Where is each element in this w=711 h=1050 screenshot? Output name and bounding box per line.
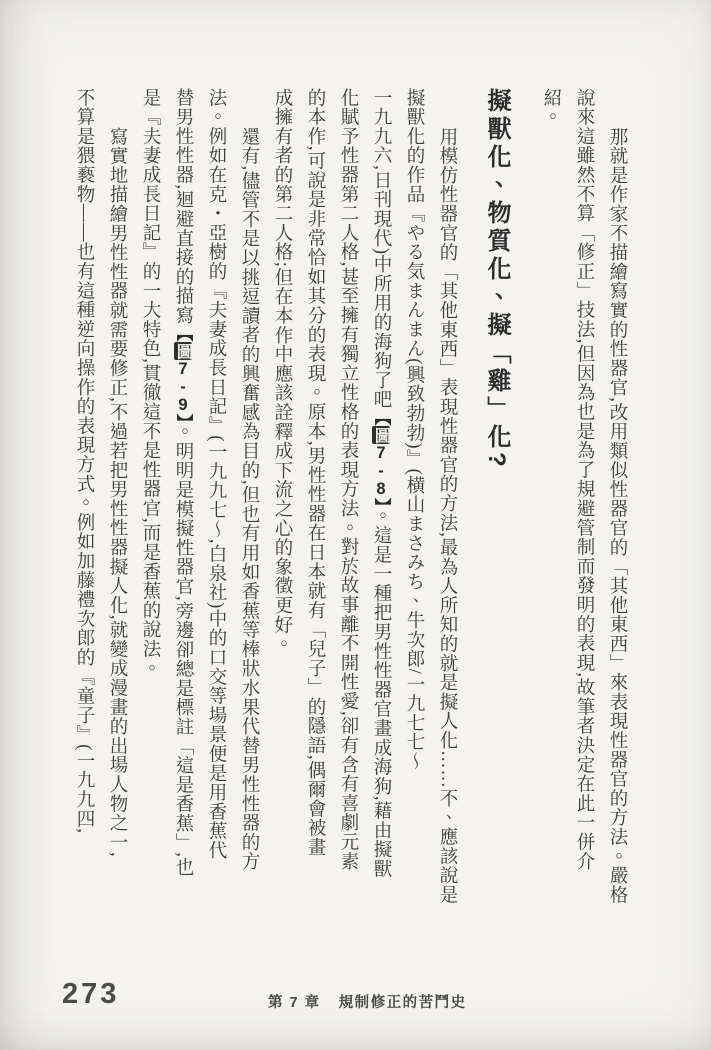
figure-reference: 【圖7-8】 xyxy=(372,409,390,507)
paragraph xyxy=(67,88,133,954)
page-number: 273 xyxy=(62,978,120,1010)
chapter-label: 第 7 章 xyxy=(268,995,321,1011)
text-column: 擬獸化的作品『やる気まんまん(興致勃勃)』(横山まさみち、牛次郎/一九七七〜 xyxy=(404,88,424,772)
text-column: 的本作,可說是非常恰如其分的表現。原本,男性性器在日本就有「兒子」的隱語,偶爾會被畫 xyxy=(305,88,325,857)
paragraph xyxy=(133,88,265,954)
text-column: 化賦予性器第二人格,甚至擁有獨立性格的表現方法。對於故事離不開性愛,卻有含有喜劇元素 xyxy=(338,88,358,871)
figure-reference: 【圖7-9】 xyxy=(174,325,192,423)
text-column: 不算是猥褻物——也有這種逆向操作的表現方式。例如加藤禮次郎的『童子』(一九九四, xyxy=(74,88,94,834)
text-column: 是『夫妻成長日記』的一大特色,貫徹這不是性器官,而是香蕉的說法。 xyxy=(140,88,160,678)
text-column: 法。例如在克・亞樹的『夫妻成長日記』(一九九七〜,白泉社)中的口交等場景便是用香蕉代 xyxy=(206,88,226,861)
chapter-line xyxy=(268,991,467,1012)
paragraph xyxy=(265,88,463,954)
text-column: 那就是作家不描繪寫實的性器官,改用類似性器官的「其他東西」來表現性器官的方法。嚴格 xyxy=(607,127,627,905)
chapter-title: 規制修正的苦鬥史 xyxy=(338,995,467,1011)
text-column: 說來這雖然不算「修正」技法,但因為也是為了規避管制而發明的表現,故筆者決定在此一併介 xyxy=(574,88,594,871)
text-column: 一九九六,日刊現代)中所用的海狗了吧【圖7-8】。這是一種把男性性器官畫成海狗,藉由擬獸 xyxy=(371,88,391,879)
article-text xyxy=(67,88,633,954)
paragraph xyxy=(534,88,633,954)
section-heading: 擬獸化、物質化、擬「雞」化? xyxy=(483,88,510,471)
text-column: 還有,儘管不是以挑逗讀者的興奮感為目的,但也有用如香蕉等棒狀水果代替男性性器的方 xyxy=(239,127,259,872)
text-column: 替男性性器,迴避直接的描寫【圖7-9】。明明是模擬性器官,旁邊卻總是標註「這是香蕉」,也 xyxy=(173,88,193,878)
text-column: 寫實地描繪男性性器就需要修正,不過若把男性性器擬人化,就變成漫畫的出場人物之一, xyxy=(107,127,127,858)
text-column: 用模仿性器官的「其他東西」表現性器官的方法,最為人所知的就是擬人化……不、應該說是 xyxy=(437,127,457,905)
text-column: 紹。 xyxy=(541,88,561,127)
text-column: 成擁有者的第二人格;但在本作中應該詮釋成下流之心的象徵更好。 xyxy=(272,88,292,654)
